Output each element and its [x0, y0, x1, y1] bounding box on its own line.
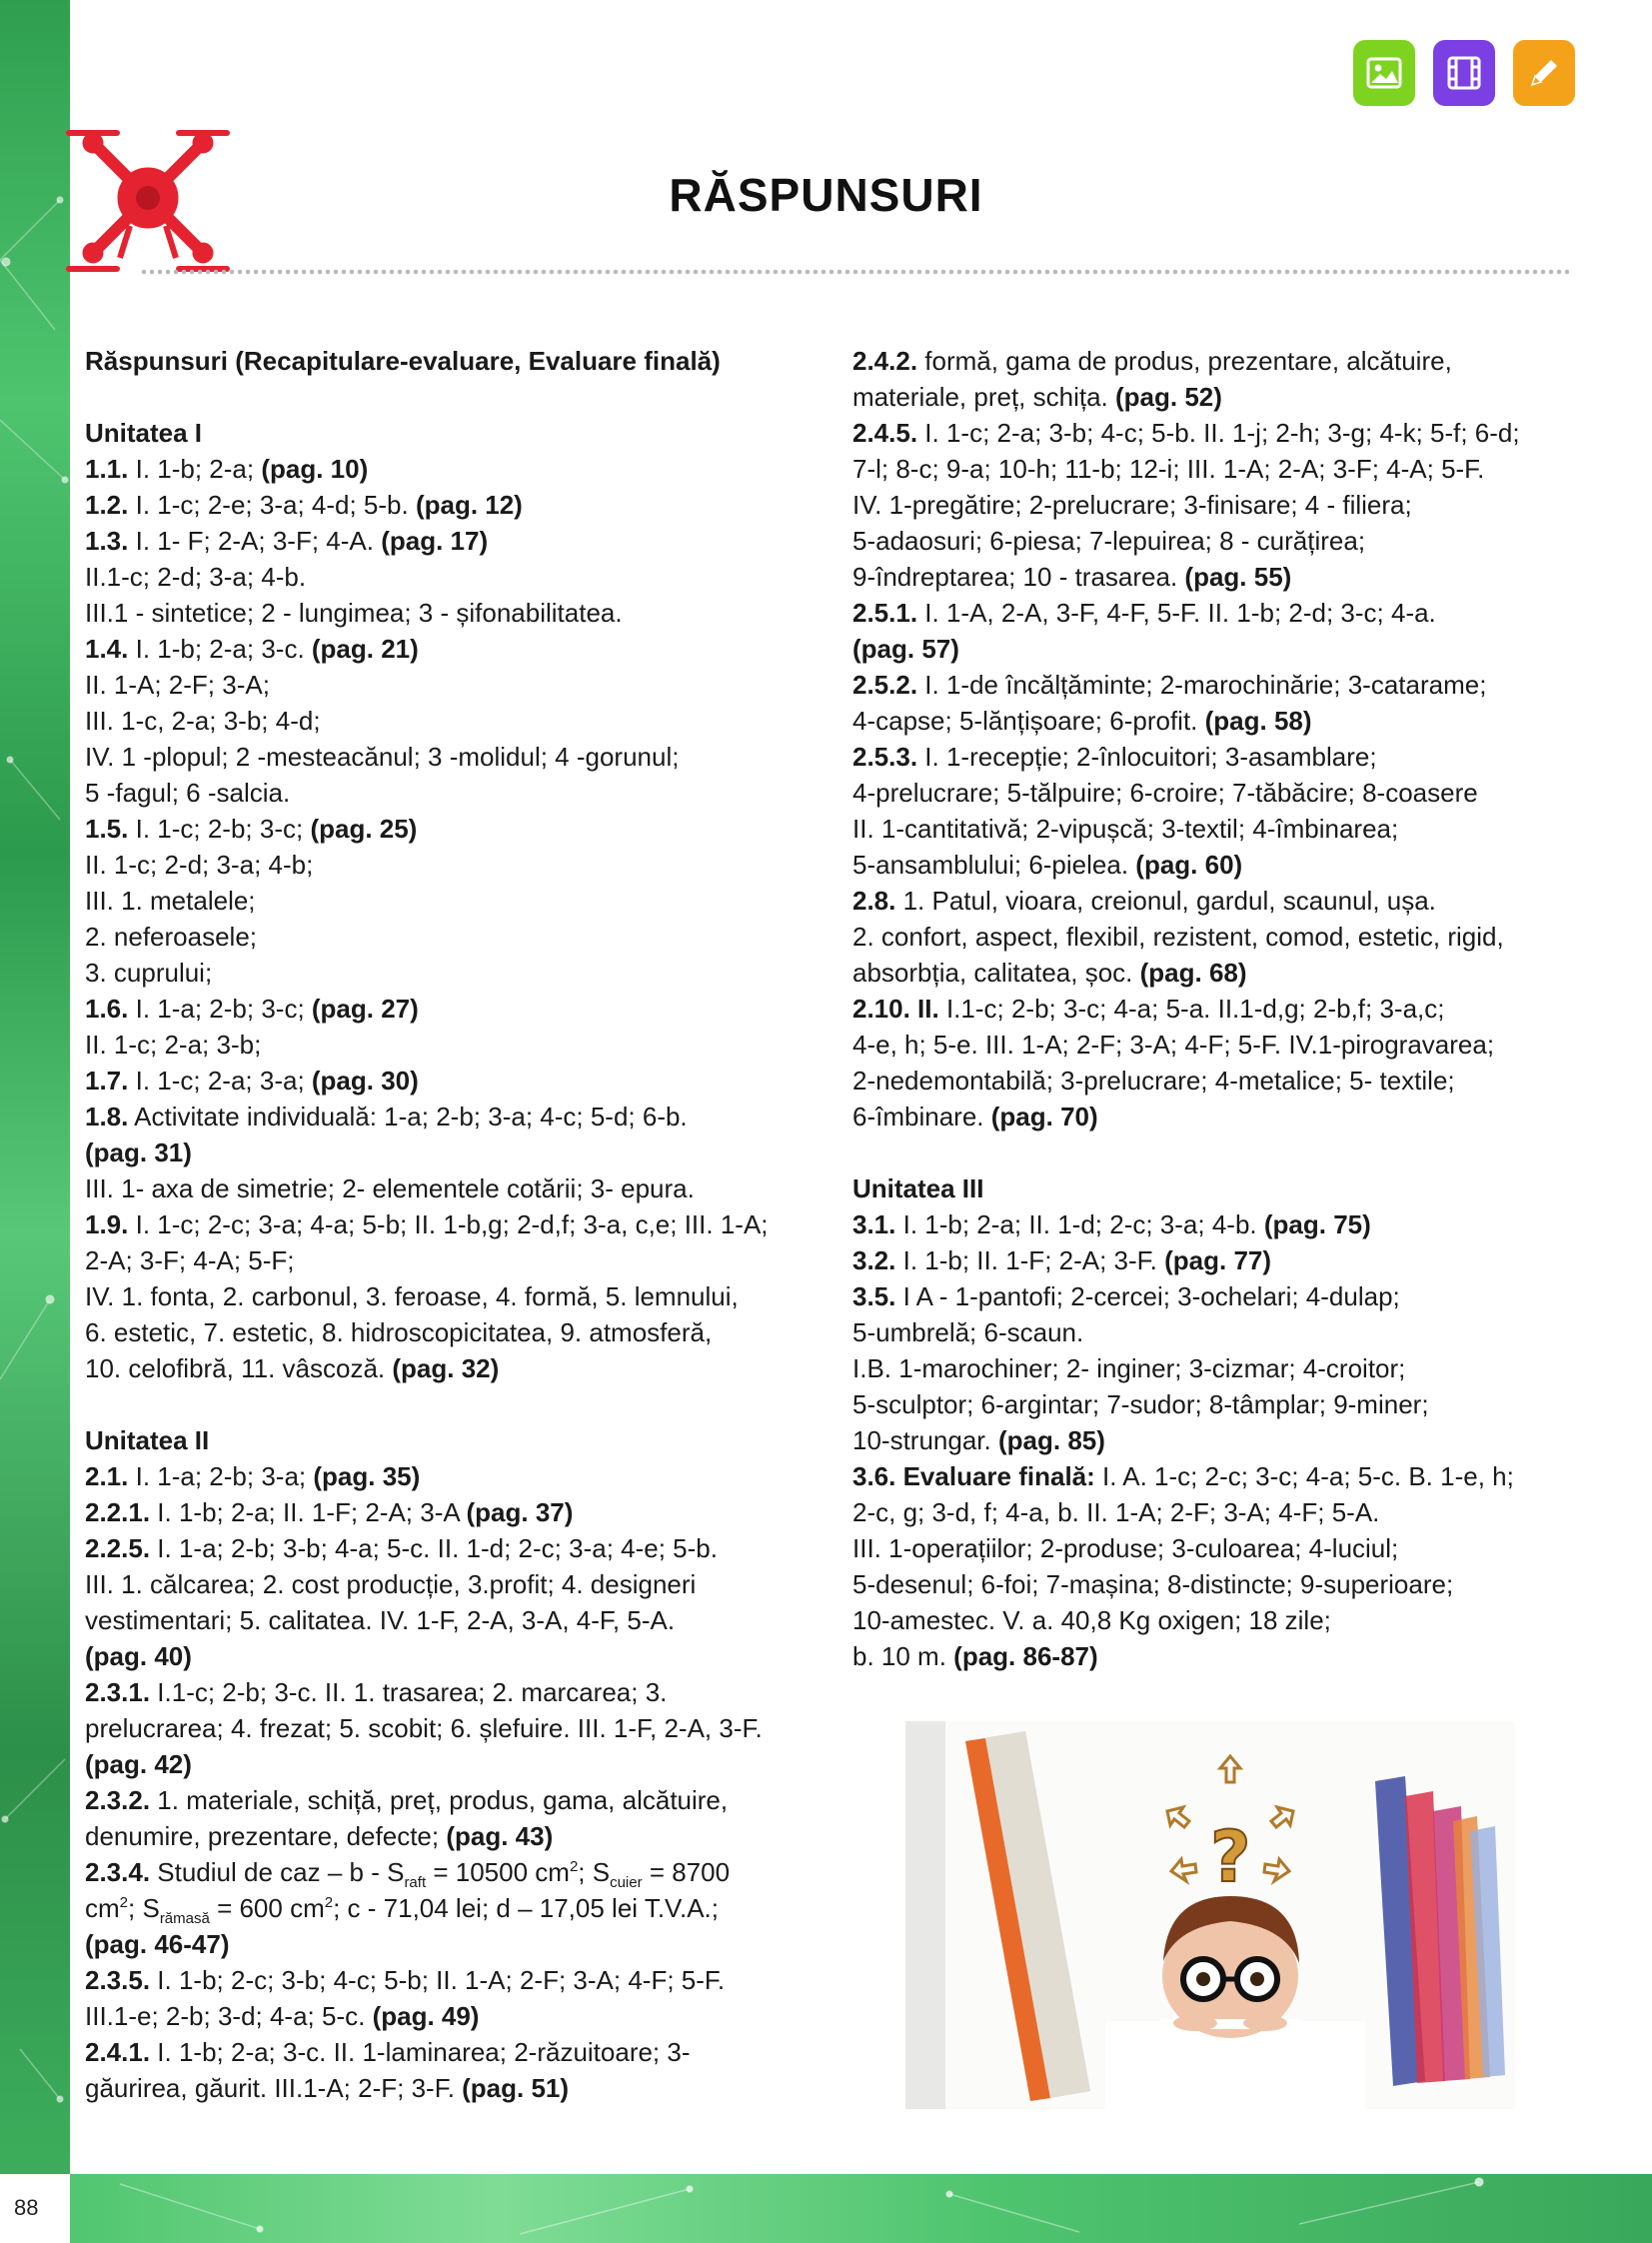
spacer — [85, 1386, 805, 1422]
page-ref: (pag. 70) — [990, 1102, 1098, 1131]
answer-text: I. 1-de încălțăminte; 2-marochinărie; 3-catarame; — [917, 670, 1487, 700]
page-number: 88 — [14, 2195, 39, 2220]
answer-line: II. 1-A; 2-F; 3-A; — [85, 670, 270, 700]
page-ref: (pag. 75) — [1263, 1209, 1371, 1239]
answer-line: III. 1. călcarea; 2. cost producție, 3.profit; 4. designeri — [85, 1569, 697, 1599]
answer-line: 5-adaosuri; 6-piesa; 7-lepuirea; 8 - curățirea; — [852, 526, 1366, 556]
page-ref: (pag. 21) — [311, 634, 419, 664]
answer-number: 2.2.1. — [85, 1497, 151, 1527]
answer-text: I. 1-c; 2-a; 3-a; — [128, 1066, 312, 1096]
answer-line — [852, 883, 1577, 919]
answer-text: = 8700 — [642, 1857, 731, 1887]
answer-line — [852, 1099, 1577, 1134]
answer-line — [852, 667, 1577, 703]
answer-text: 10. celofibră, 11. vâscoză. — [85, 1353, 393, 1383]
page-ref: (pag. 49) — [372, 2001, 480, 2031]
answer-text: 1. Patul, vioara, creionul, gardul, scaunul, ușa. — [895, 886, 1436, 916]
answer-number: 2.4.5. — [852, 418, 918, 448]
answer-line: 5-umbrelă; 6-scaun. — [852, 1317, 1084, 1347]
answer-line: 2-A; 3-F; 4-A; 5-F; — [85, 1245, 295, 1275]
answer-line — [85, 451, 805, 487]
answer-number: 1.3. — [85, 526, 129, 556]
page-ref: (pag. 58) — [1204, 706, 1312, 736]
answer-text: I. 1-a; 2-b; 3-a; — [128, 1461, 314, 1491]
answer-line: 4-prelucrare; 5-tălpuire; 6-croire; 7-tăbăcire; 8-coasere — [852, 778, 1478, 808]
illustration-image — [905, 1721, 1515, 2109]
page-ref: (pag. 46-47) — [85, 1929, 230, 1959]
answer-line — [85, 991, 805, 1027]
answer-text: I. 1-A, 2-A, 3-F, 4-F, 5-F. II. 1-b; 2-d; 3-c; 4-a. — [917, 598, 1436, 628]
answer-line — [85, 2034, 805, 2070]
answer-text: I. 1-recepție; 2-înlocuitori; 3-asamblare; — [917, 742, 1377, 772]
answers-left-column — [85, 343, 805, 2106]
answer-line — [852, 1206, 1577, 1242]
answer-text: cm — [85, 1893, 120, 1923]
answer-line — [85, 811, 805, 847]
answer-line: III. 1- axa de simetrie; 2- elementele cotării; 3- epura. — [85, 1173, 695, 1203]
answer-line — [85, 1674, 805, 1710]
answer-text: ; c - 71,04 lei; d – 17,05 lei T.V.A.; — [333, 1893, 720, 1923]
answer-line — [852, 703, 1577, 739]
answer-line — [852, 1278, 1577, 1314]
answer-line: IV. 1 -plopul; 2 -mesteacănul; 3 -molidul; 4 -gorunul; — [85, 742, 680, 772]
answer-text: Activitate individuală: 1-a; 2-b; 3-a; 4-c; 5-d; 6-b. — [128, 1102, 688, 1131]
network-pattern — [0, 0, 70, 2243]
page-ref: (pag. 40) — [85, 1641, 192, 1671]
answer-line: 5-desenul; 6-foi; 7-mașina; 8-distincte; 9-superioare; — [852, 1569, 1454, 1599]
page-ref: (pag. 43) — [446, 1821, 554, 1851]
answer-line: IV. 1. fonta, 2. carbonul, 3. feroase, 4. formă, 5. lemnului, — [85, 1281, 739, 1311]
page-ref: (pag. 68) — [1139, 958, 1247, 988]
answer-text: I. 1-b; 2-a; 3-c. — [128, 634, 312, 664]
answer-text: I A - 1-pantofi; 2-cercei; 3-ochelari; 4-dulap; — [895, 1281, 1400, 1311]
answer-text: I. 1-c; 2-e; 3-a; 4-d; 5-b. — [128, 490, 416, 520]
answer-line — [85, 1350, 805, 1386]
answer-line — [85, 1206, 805, 1242]
answer-text: I. 1-a; 2-b; 3-c; — [128, 994, 312, 1024]
network-pattern-bottom — [0, 2174, 1652, 2243]
answer-line — [85, 2070, 805, 2106]
answer-line — [852, 1638, 1577, 1674]
answer-number: 3.2. — [852, 1245, 896, 1275]
answer-text: I. A. 1-c; 2-c; 3-c; 4-a; 5-c. B. 1-e, h; — [1094, 1461, 1514, 1491]
media-toolbar — [1353, 40, 1575, 106]
answer-line — [852, 343, 1577, 379]
answer-line: III. 1-operațiilor; 2-produse; 3-culoarea; 4-luciul; — [852, 1533, 1399, 1563]
answer-text: 1. materiale, schiță, preț, produs, gama, alcătuire, — [150, 1785, 729, 1815]
answer-line — [85, 1099, 805, 1134]
answer-line: 2-c, g; 3-d, f; 4-a, b. II. 1-A; 2-F; 3-A; 4-F; 5-A. — [852, 1497, 1380, 1527]
answer-line: 2. neferoasele; — [85, 922, 258, 952]
answer-number: 3.6. Evaluare finală: — [852, 1461, 1095, 1491]
answer-line — [85, 1494, 805, 1530]
answer-text: ; S — [128, 1893, 160, 1923]
answer-line: 6. estetic, 7. estetic, 8. hidroscopicitatea, 9. atmosferă, — [85, 1317, 713, 1347]
answer-text: I.1-c; 2-b; 3-c; 4-a; 5-a. II.1-d,g; 2-b,f; 3-a,c; — [938, 994, 1445, 1024]
unit-heading: Unitatea II — [85, 1425, 210, 1455]
answer-number: 2.4.1. — [85, 2037, 151, 2067]
unit-heading: Unitatea III — [852, 1173, 984, 1203]
page-ref: (pag. 35) — [313, 1461, 421, 1491]
answer-text: I. 1-b; 2-a; 3-c. II. 1-laminarea; 2-răzuitoare; 3- — [150, 2037, 691, 2067]
answer-line — [852, 1242, 1577, 1278]
answer-text: formă, gama de produs, prezentare, alcătuire, — [917, 346, 1452, 376]
subscript: rămasă — [159, 1910, 210, 1927]
answer-line — [85, 1998, 805, 2034]
answer-text: I. 1-c; 2-c; 3-a; 4-a; 5-b; II. 1-b,g; 2-d,f; 3-a, c,e; III. 1-A; — [128, 1209, 769, 1239]
answer-number: 2.4.2. — [852, 346, 918, 376]
answer-text: I. 1-c; 2-a; 3-b; 4-c; 5-b. II. 1-j; 2-h; 3-g; 4-k; 5-f; 6-d; — [917, 418, 1520, 448]
answer-line — [852, 991, 1577, 1027]
answer-line: 7-l; 8-c; 9-a; 10-h; 11-b; 12-i; III. 1-A; 2-A; 3-F; 4-A; 5-F. — [852, 454, 1485, 484]
subscript: cuier — [610, 1874, 643, 1891]
page-ref: (pag. 52) — [1115, 382, 1222, 412]
answer-line: II. 1-c; 2-a; 3-b; — [85, 1030, 262, 1060]
answer-line: 2-nedemontabilă; 3-prelucrare; 4-metalice; 5- textile; — [852, 1066, 1455, 1096]
answer-line — [852, 739, 1577, 775]
answer-text: I. 1-b; II. 1-F; 2-A; 3-F. — [895, 1245, 1165, 1275]
spacer — [852, 1134, 1577, 1170]
page-ref: (pag. 30) — [311, 1066, 419, 1096]
page-ref: (pag. 25) — [310, 814, 418, 844]
answer-text: Studiul de caz – b - S — [150, 1857, 405, 1887]
answer-line — [852, 847, 1577, 883]
bottom-decorative-strip — [0, 2174, 1652, 2243]
answer-line — [85, 1854, 805, 1890]
answer-text: = 10500 cm — [426, 1857, 570, 1887]
answer-line — [85, 487, 805, 523]
answer-line — [85, 1458, 805, 1494]
answer-line — [85, 1890, 805, 1926]
answer-line — [85, 1063, 805, 1099]
answer-text: III.1-e; 2-b; 3-d; 4-a; 5-c. — [85, 2001, 373, 2031]
answer-line: II.1-c; 2-d; 3-a; 4-b. — [85, 562, 307, 592]
page-ref: (pag. 42) — [85, 1749, 192, 1779]
answer-line — [852, 415, 1577, 451]
page-ref: (pag. 57) — [852, 634, 959, 664]
answer-text: I. 1-c; 2-b; 3-c; — [128, 814, 311, 844]
answer-line: III.1 - sintetice; 2 - lungimea; 3 - șifonabilitatea. — [85, 598, 623, 628]
answer-text: I. 1-b; 2-c; 3-b; 4-c; 5-b; II. 1-A; 2-F; 3-A; 4-F; 5-F. — [150, 1965, 726, 1995]
answer-number: 2.8. — [852, 886, 896, 916]
answer-number: 2.1. — [85, 1461, 129, 1491]
answer-line: II. 1-c; 2-d; 3-a; 4-b; — [85, 850, 314, 880]
answer-line — [85, 631, 805, 667]
answer-number: 2.5.3. — [852, 742, 918, 772]
page-ref: (pag. 55) — [1184, 562, 1292, 592]
answer-line — [85, 1962, 805, 1998]
page-ref: (pag. 86-87) — [953, 1641, 1098, 1671]
answer-number: 1.2. — [85, 490, 129, 520]
answer-line: 4-e, h; 5-e. III. 1-A; 2-F; 3-A; 4-F; 5-F. IV.1-pirogravarea; — [852, 1030, 1495, 1060]
answer-number: 1.6. — [85, 994, 129, 1024]
page-ref: (pag. 37) — [466, 1497, 574, 1527]
answer-text: materiale, preț, schița. — [852, 382, 1115, 412]
answers-right-column — [852, 343, 1577, 1674]
answer-number: 1.4. — [85, 634, 129, 664]
page-ref: (pag. 12) — [415, 490, 523, 520]
answer-number: 2.3.5. — [85, 1965, 151, 1995]
page-ref: (pag. 17) — [381, 526, 489, 556]
image-icon[interactable] — [1353, 40, 1415, 106]
answer-line — [85, 1530, 805, 1566]
answer-number: 1.1. — [85, 454, 129, 484]
page-ref: (pag. 32) — [392, 1353, 500, 1383]
answer-number: 1.8. — [85, 1102, 129, 1131]
books-question-illustration — [905, 1721, 1515, 2109]
subscript: raft — [404, 1874, 427, 1891]
answer-line: IV. 1-pregătire; 2-prelucrare; 3-finisare; 4 - filiera; — [852, 490, 1412, 520]
spacer — [85, 379, 805, 415]
page-ref: (pag. 77) — [1164, 1245, 1272, 1275]
svg-text:?: ? — [1210, 1816, 1251, 1898]
answer-text: I. 1-a; 2-b; 3-b; 4-a; 5-c. II. 1-d; 2-c; 3-a; 4-e; 5-b. — [150, 1533, 718, 1563]
answer-line: 5 -fagul; 6 -salcia. — [85, 778, 291, 808]
answer-text: b. 10 m. — [852, 1641, 954, 1671]
pencil-icon[interactable] — [1513, 40, 1575, 106]
answer-line: I.B. 1-marochiner; 2- inginer; 3-cizmar; 4-croitor; — [852, 1353, 1406, 1383]
answer-line — [85, 1818, 805, 1854]
answer-text: I. 1-b; 2-a; — [128, 454, 262, 484]
answer-text: = 600 cm — [209, 1893, 325, 1923]
answer-line: 2. confort, aspect, flexibil, rezistent, comod, estetic, rigid, — [852, 922, 1504, 952]
section-heading: Răspunsuri (Recapitulare-evaluare, Evaluare finală) — [85, 346, 721, 376]
answer-line: 3. cuprului; — [85, 958, 213, 988]
answer-line: 5-sculptor; 6-argintar; 7-sudor; 8-tâmplar; 9-miner; — [852, 1389, 1429, 1419]
answer-number: 3.5. — [852, 1281, 896, 1311]
superscript: 2 — [569, 1858, 579, 1875]
page-ref: (pag. 51) — [462, 2073, 570, 2103]
answer-number: 2.3.1. — [85, 1677, 151, 1707]
answer-number: 2.10. II. — [852, 994, 939, 1024]
answer-text: I. 1-b; 2-a; II. 1-F; 2-A; 3-A — [150, 1497, 467, 1527]
answer-line — [85, 1782, 805, 1818]
answer-number: 2.3.4. — [85, 1857, 151, 1887]
answer-text: 10-strungar. — [852, 1425, 998, 1455]
answer-line: vestimentari; 5. calitatea. IV. 1-F, 2-A, 3-A, 4-F, 5-A. — [85, 1605, 676, 1635]
answer-text: 6-îmbinare. — [852, 1102, 991, 1131]
page-ref: (pag. 31) — [85, 1137, 192, 1167]
answer-line — [852, 1458, 1577, 1494]
answer-text: 5-ansamblului; 6-pielea. — [852, 850, 1136, 880]
answer-line: 10-amestec. V. a. 40,8 Kg oxigen; 18 zile; — [852, 1605, 1331, 1635]
answer-number: 1.5. — [85, 814, 129, 844]
answer-number: 3.1. — [852, 1209, 896, 1239]
answer-number: 2.5.1. — [852, 598, 918, 628]
video-icon[interactable] — [1433, 40, 1495, 106]
answer-text: absorbția, calitatea, șoc. — [852, 958, 1140, 988]
answer-line — [852, 595, 1577, 631]
answer-text: ; S — [578, 1857, 611, 1887]
superscript: 2 — [324, 1894, 334, 1911]
answer-text: găurirea, găurit. III.1-A; 2-F; 3-F. — [85, 2073, 463, 2103]
dotted-divider — [140, 268, 1569, 280]
answer-text: I.1-c; 2-b; 3-c. II. 1. trasarea; 2. marcarea; 3. — [150, 1677, 668, 1707]
answer-text: I. 1- F; 2-A; 3-F; 4-A. — [128, 526, 382, 556]
answer-line: prelucrarea; 4. frezat; 5. scobit; 6. șlefuire. III. 1-F, 2-A, 3-F. — [85, 1713, 763, 1743]
answer-text: 4-capse; 5-lănțișoare; 6-profit. — [852, 706, 1205, 736]
answer-number: 2.2.5. — [85, 1533, 151, 1563]
answer-line — [852, 1422, 1577, 1458]
answer-number: 2.5.2. — [852, 670, 918, 700]
answer-line — [852, 379, 1577, 415]
answer-line — [852, 955, 1577, 991]
answer-text: I. 1-b; 2-a; II. 1-d; 2-c; 3-a; 4-b. — [895, 1209, 1264, 1239]
answer-line — [852, 559, 1577, 595]
answer-text: denumire, prezentare, defecte; — [85, 1821, 447, 1851]
answer-line: II. 1-cantitativă; 2-vipușcă; 3-textil; 4-îmbinarea; — [852, 814, 1399, 844]
answer-number: 2.3.2. — [85, 1785, 151, 1815]
answer-line: III. 1-c, 2-a; 3-b; 4-d; — [85, 706, 321, 736]
answer-number: 1.9. — [85, 1209, 129, 1239]
superscript: 2 — [119, 1894, 129, 1911]
unit-heading: Unitatea I — [85, 418, 203, 448]
answer-text: 9-îndreptarea; 10 - trasarea. — [852, 562, 1185, 592]
page-ref: (pag. 27) — [311, 994, 419, 1024]
page-ref: (pag. 10) — [261, 454, 369, 484]
page-ref: (pag. 60) — [1135, 850, 1243, 880]
page-ref: (pag. 85) — [997, 1425, 1105, 1455]
answer-number: 1.7. — [85, 1066, 129, 1096]
answer-line: III. 1. metalele; — [85, 886, 256, 916]
left-decorative-strip — [0, 0, 70, 2243]
answer-line — [85, 523, 805, 559]
page-title: RĂSPUNSURI — [669, 169, 983, 221]
